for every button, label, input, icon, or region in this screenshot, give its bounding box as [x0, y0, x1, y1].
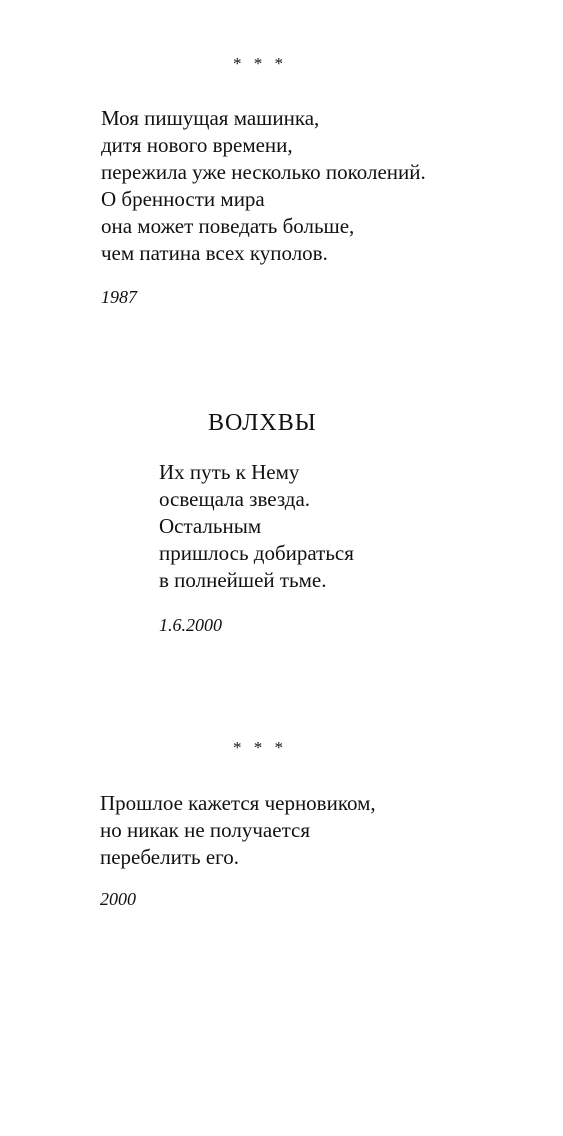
section-separator: * * * [233, 738, 287, 757]
poem-line: дитя нового времени, [101, 133, 293, 157]
poem-line: Прошлое кажется черновиком, [100, 791, 376, 815]
poem-line: пережила уже несколько поколений. [101, 160, 426, 184]
poem-line: освещала звезда. [159, 487, 311, 511]
poem-line: перебелить его. [100, 845, 239, 869]
poem-line: чем патина всех куполов. [101, 241, 328, 265]
poem-body [100, 790, 376, 871]
poem-date: 1987 [101, 287, 137, 307]
poem-line: она может поведать больше, [101, 214, 355, 238]
poem-title: ВОЛХВЫ [208, 410, 317, 436]
poem-date: 2000 [100, 889, 136, 909]
poem-line: Моя пишущая машинка, [101, 106, 320, 130]
poem-line: Их путь к Нему [159, 460, 300, 484]
poem-body [101, 105, 426, 267]
poem-line: в полнейшей тьме. [159, 568, 327, 592]
poem-line: О бренности мира [101, 187, 265, 211]
section-separator: * * * [233, 54, 287, 73]
poem-line: но никак не получается [100, 818, 310, 842]
poem-date: 1.6.2000 [159, 615, 222, 635]
poem-line: Остальным [159, 514, 262, 538]
poem-line: пришлось добираться [159, 541, 354, 565]
poem-body [159, 459, 354, 594]
